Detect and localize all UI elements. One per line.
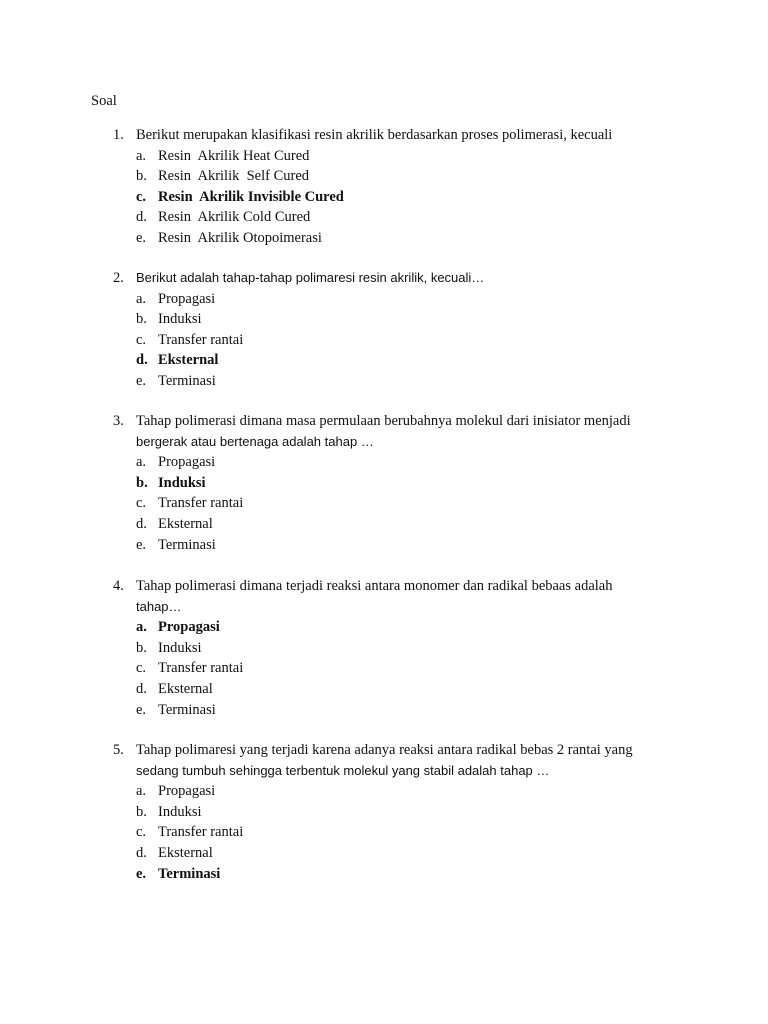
option-text: Transfer rantai — [158, 331, 244, 348]
option-text: Terminasi — [158, 536, 216, 553]
answer-option — [0, 309, 768, 330]
option-text: Resin Akrilik Otopoimerasi — [158, 229, 322, 246]
answer-option — [0, 638, 768, 659]
answer-options — [0, 289, 768, 392]
answer-option-correct — [0, 350, 768, 371]
option-text: Eksternal — [158, 515, 213, 532]
option-text: Terminasi — [158, 865, 221, 882]
option-text: Induksi — [158, 474, 206, 491]
option-letter: b. — [136, 639, 147, 656]
answer-option — [0, 658, 768, 679]
option-letter: b. — [136, 311, 147, 328]
answer-options — [0, 452, 768, 555]
option-text: Resin Akrilik Cold Cured — [158, 209, 311, 226]
question-number: 5. — [113, 742, 124, 758]
option-text: Induksi — [158, 639, 202, 656]
option-letter: d. — [136, 680, 147, 697]
option-letter: c. — [136, 824, 147, 841]
answer-options — [0, 146, 768, 249]
answer-option — [0, 514, 768, 535]
answer-option — [0, 802, 768, 823]
answer-option — [0, 822, 768, 843]
answer-option — [0, 493, 768, 514]
option-text: Resin Akrilik Self Cured — [158, 168, 310, 185]
question-text-line: Berikut merupakan klasifikasi resin akrilik berdasarkan proses polimerasi, kecuali — [136, 127, 613, 143]
question-number: 2. — [113, 270, 124, 286]
question-text — [136, 740, 666, 781]
option-letter: b. — [136, 168, 147, 185]
option-text: Transfer rantai — [158, 495, 244, 512]
option-text: Induksi — [158, 311, 202, 328]
option-letter: e. — [136, 865, 147, 882]
option-letter: a. — [136, 783, 147, 800]
option-text: Induksi — [158, 803, 202, 820]
answer-option — [0, 371, 768, 392]
option-letter: e. — [136, 536, 147, 553]
question-text-line: Tahap polimerasi dimana masa permulaan berubahnya molekul dari inisiator menjadi — [136, 413, 631, 429]
answer-option — [0, 228, 768, 249]
option-text: Propagasi — [158, 290, 216, 307]
question-text — [136, 125, 666, 146]
answer-options — [0, 617, 768, 720]
answer-option — [0, 289, 768, 310]
option-text: Transfer rantai — [158, 660, 244, 677]
option-letter: a. — [136, 454, 147, 471]
question-text — [136, 268, 666, 289]
option-letter: a. — [136, 619, 147, 636]
option-text: Transfer rantai — [158, 824, 244, 841]
answer-option — [0, 781, 768, 802]
answer-option-correct — [0, 473, 768, 494]
question-text — [136, 411, 666, 452]
option-text: Terminasi — [158, 701, 216, 718]
answer-option — [0, 535, 768, 556]
question-text — [136, 576, 666, 617]
question-text-line: Tahap polimaresi yang terjadi karena adanya reaksi antara radikal bebas 2 rantai yang — [136, 742, 633, 758]
answer-option — [0, 146, 768, 167]
question-text-line: tahap… — [136, 598, 182, 614]
question-text-line: bergerak atau bertenaga adalah tahap … — [136, 433, 374, 449]
option-text: Eksternal — [158, 352, 219, 369]
option-letter: a. — [136, 147, 147, 164]
option-text: Eksternal — [158, 680, 213, 697]
answer-option-correct — [0, 187, 768, 208]
answer-option — [0, 700, 768, 721]
answer-option — [0, 166, 768, 187]
question-number: 4. — [113, 578, 124, 594]
option-letter: b. — [136, 474, 148, 491]
option-letter: d. — [136, 844, 147, 861]
option-letter: c. — [136, 660, 147, 677]
answer-option — [0, 843, 768, 864]
option-letter: e. — [136, 372, 147, 389]
question-number: 3. — [113, 413, 124, 429]
option-letter: d. — [136, 209, 147, 226]
answer-option — [0, 330, 768, 351]
option-text: Resin Akrilik Invisible Cured — [158, 188, 344, 205]
option-letter: d. — [136, 515, 147, 532]
option-letter: c. — [136, 331, 147, 348]
answer-options — [0, 781, 768, 884]
option-letter: d. — [136, 352, 148, 369]
question-number: 1. — [113, 127, 124, 143]
option-text: Resin Akrilik Heat Cured — [158, 147, 310, 164]
option-letter: c. — [136, 495, 147, 512]
option-text: Propagasi — [158, 619, 220, 636]
option-text: Propagasi — [158, 454, 216, 471]
question-text-line: Tahap polimerasi dimana terjadi reaksi antara monomer dan radikal bebaas adalah — [136, 578, 613, 594]
answer-option — [0, 452, 768, 473]
option-letter: c. — [136, 188, 147, 205]
question-text-line: sedang tumbuh sehingga terbentuk molekul yang stabil adalah tahap … — [136, 762, 550, 778]
answer-option-correct — [0, 617, 768, 638]
answer-option — [0, 207, 768, 228]
option-letter: a. — [136, 290, 147, 307]
answer-option — [0, 679, 768, 700]
option-letter: e. — [136, 229, 147, 246]
question-text-line: Berikut adalah tahap-tahap polimaresi resin akrilik, kecuali… — [136, 270, 485, 285]
option-text: Propagasi — [158, 783, 216, 800]
option-text: Eksternal — [158, 844, 213, 861]
document-heading: Soal — [91, 93, 117, 109]
option-letter: b. — [136, 803, 147, 820]
answer-option-correct — [0, 864, 768, 885]
option-letter: e. — [136, 701, 147, 718]
option-text: Terminasi — [158, 372, 216, 389]
